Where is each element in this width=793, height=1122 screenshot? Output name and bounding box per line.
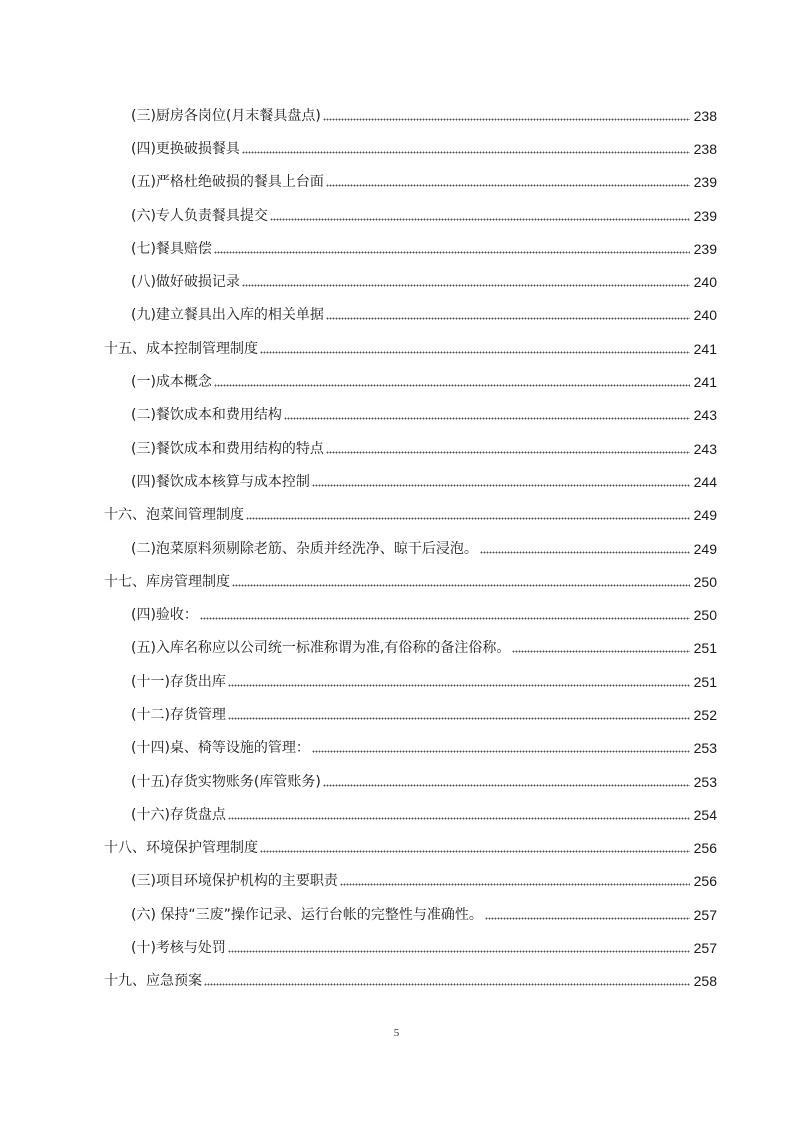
dot-leader [260,341,690,357]
toc-entry-page: 250 [693,607,717,624]
dot-leader [228,807,690,823]
dot-leader [312,740,690,756]
toc-entry-title: (三)项目环境保护机构的主要职责 [131,873,338,890]
toc-entry-title: (六)专人负责餐具提交 [131,207,268,224]
toc-entry-page: 251 [693,640,717,657]
toc-entry[interactable] [0,265,793,298]
toc-chapter-title: 十五、成本控制管理制度 [104,340,258,357]
toc-entry-title: (十)考核与处罚 [131,940,226,957]
toc-entry[interactable] [0,399,793,432]
dot-leader [326,307,690,323]
toc-entry-page: 244 [693,473,717,490]
toc-entry-title: (二)泡菜原料须剔除老筋、杂质并经洗净、晾干后浸泡。 [131,540,478,557]
toc-entry-title: (四)更换破损餐具 [131,140,240,157]
toc-entry-page: 241 [693,374,717,391]
dot-leader [200,607,690,623]
toc-entry-page: 257 [693,906,717,923]
toc-chapter[interactable] [0,499,793,532]
toc-entry-title: (四)验收： [131,607,198,624]
toc-entry[interactable] [0,732,793,765]
dot-leader [242,274,690,290]
dot-leader [260,840,690,856]
dot-leader [228,674,690,690]
toc-entry-title: (十一)存货出库 [131,673,226,690]
toc-entry[interactable] [0,99,793,132]
toc-entry-title: (五)严格杜绝破损的餐具上台面 [131,174,324,191]
toc-entry[interactable] [0,166,793,199]
toc-chapter-page: 258 [693,973,717,990]
dot-leader [214,241,690,257]
dot-leader [204,973,690,989]
toc-entry-title: (十五)存货实物账务(库管账务) [131,773,321,790]
dot-leader [228,940,690,956]
dot-leader [323,108,690,124]
toc-entry-page: 253 [693,773,717,790]
dot-leader [242,141,690,157]
dot-leader [284,407,690,423]
toc-entry-page: 238 [693,107,717,124]
table-of-contents [0,99,793,998]
toc-entry[interactable] [0,232,793,265]
toc-entry-title: (二)餐饮成本和费用结构 [131,407,282,424]
toc-entry-title: (六) 保持“三废”操作记录、运行台帐的完整性与准确性。 [131,906,483,923]
dot-leader [214,374,690,390]
dot-leader [312,474,690,490]
toc-entry-page: 239 [693,207,717,224]
toc-chapter-title: 十八、环境保护管理制度 [104,840,258,857]
page-number: 5 [393,1027,400,1039]
toc-entry-title: (四)餐饮成本核算与成本控制 [131,473,310,490]
toc-entry-page: 257 [693,940,717,957]
dot-leader [326,174,690,190]
toc-chapter-page: 256 [693,840,717,857]
toc-entry-page: 251 [693,673,717,690]
dot-leader [326,441,690,457]
toc-entry-page: 256 [693,873,717,890]
toc-chapter[interactable] [0,965,793,998]
toc-entry[interactable] [0,632,793,665]
toc-entry[interactable] [0,898,793,931]
toc-entry-page: 239 [693,174,717,191]
toc-entry-title: (三)厨房各岗位(月末餐具盘点) [131,107,321,124]
dot-leader [323,774,690,790]
toc-chapter[interactable] [0,832,793,865]
toc-entry[interactable] [0,465,793,498]
toc-entry-page: 243 [693,407,717,424]
toc-chapter-title: 十九、应急预案 [104,973,202,990]
toc-entry[interactable] [0,665,793,698]
toc-entry-title: (十四)桌、椅等设施的管理： [131,740,310,757]
toc-entry-title: (七)餐具赔偿 [131,240,212,257]
toc-chapter-page: 249 [693,507,717,524]
toc-entry-page: 240 [693,307,717,324]
toc-entry[interactable] [0,365,793,398]
toc-chapter-title: 十六、泡菜间管理制度 [104,507,244,524]
toc-entry[interactable] [0,798,793,831]
dot-leader [232,574,690,590]
toc-chapter-page: 250 [693,573,717,590]
toc-chapter[interactable] [0,565,793,598]
toc-entry-page: 252 [693,706,717,723]
toc-entry-title: (三)餐饮成本和费用结构的特点 [131,440,324,457]
toc-entry[interactable] [0,931,793,964]
dot-leader [485,907,690,923]
toc-entry[interactable] [0,598,793,631]
toc-entry[interactable] [0,865,793,898]
toc-chapter-title: 十七、库房管理制度 [104,573,230,590]
toc-entry-title: (十六)存货盘点 [131,806,226,823]
toc-entry-title: (八)做好破损记录 [131,274,240,291]
dot-leader [512,640,690,656]
toc-entry[interactable] [0,132,793,165]
dot-leader [270,208,690,224]
toc-entry-title: (五)入库名称应以公司统一标准称谓为准,有俗称的备注俗称。 [131,640,511,657]
toc-entry-title: (十二)存货管理 [131,706,226,723]
dot-leader [340,873,690,889]
toc-entry-title: (九)建立餐具出入库的相关单据 [131,307,324,324]
toc-entry[interactable] [0,199,793,232]
dot-leader [228,707,690,723]
toc-entry-page: 238 [693,140,717,157]
toc-entry-page: 254 [693,806,717,823]
dot-leader [480,541,690,557]
toc-entry-page: 243 [693,440,717,457]
toc-entry-title: (一)成本概念 [131,374,212,391]
toc-entry-page: 239 [693,240,717,257]
toc-entry[interactable] [0,299,793,332]
toc-chapter-page: 241 [693,340,717,357]
dot-leader [246,507,690,523]
toc-entry-page: 240 [693,274,717,291]
toc-entry[interactable] [0,432,793,465]
toc-chapter[interactable] [0,332,793,365]
toc-entry[interactable] [0,698,793,731]
toc-entry[interactable] [0,532,793,565]
toc-entry[interactable] [0,765,793,798]
toc-entry-page: 249 [693,540,717,557]
toc-entry-page: 253 [693,740,717,757]
